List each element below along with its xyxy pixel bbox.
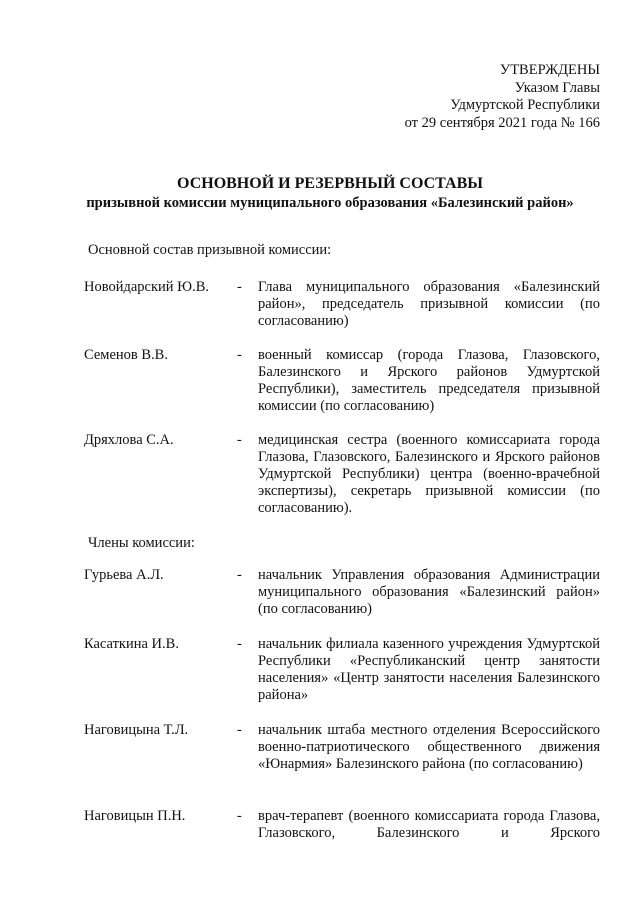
document-subtitle: призывной комиссии муниципального образования «Балезинский район» [86,195,574,211]
member-name: Семенов В.В. [84,347,168,363]
member-dash: - [237,347,242,363]
member-position: начальник штаба местного отделения Всероссийского военно-патриотического общественного движения «Юнармия» Балезинского района (по согласованию) [258,722,600,772]
approval-line-decree: Указом Главы [514,79,600,96]
member-position: начальник Управления образования Администрации муниципального образования «Балезинский район» (по согласованию) [258,567,600,617]
member-name: Новойдарский Ю.В. [84,279,209,295]
member-position: врач-терапевт (военного комиссариата города Глазова, Глазовского, Балезинского и Ярского [258,808,600,841]
member-name: Касаткина И.В. [84,636,179,652]
approval-stamp [340,62,600,132]
member-name: Дряхлова С.А. [84,432,174,448]
member-name: Наговицына Т.Л. [84,722,189,738]
approval-line-republic: Удмуртской Республики [450,97,600,113]
members-heading: Члены комиссии: [88,535,195,551]
member-dash: - [237,432,242,448]
document-title: ОСНОВНОЙ И РЕЗЕРВНЫЙ СОСТАВЫ [177,175,483,192]
member-dash: - [237,636,242,652]
member-name: Гурьева А.Л. [84,567,164,583]
main-composition-heading: Основной состав призывной комиссии: [88,242,332,258]
member-dash: - [237,722,242,738]
member-dash: - [237,808,242,824]
member-position: медицинская сестра (военного комиссариата города Глазова, Глазовского, Балезинского и Ярского районов Удмуртской Республики) центра (военно-врачебной экспертизы), секретарь призывной комиссии (по согласованию). [258,432,600,516]
member-position: Глава муниципального образования «Балезинский район», председатель призывной комиссии (по согласованию) [258,279,600,329]
member-dash: - [237,279,242,295]
member-position: начальник филиала казенного учреждения Удмуртской Республики «Республиканский центр занятости населения» «Центр занятости населения Балезинского района» [258,636,600,703]
member-position: военный комиссар (города Глазова, Глазовского, Балезинского и Ярского районов Удмуртской Республики), заместитель председателя призывной комиссии (по согласованию) [258,347,600,414]
approval-line-approved: УТВЕРЖДЕНЫ [499,62,600,78]
approval-line-date: от 29 сентября 2021 года № 166 [404,114,600,131]
member-dash: - [237,567,242,583]
member-name: Наговицын П.Н. [84,808,186,824]
